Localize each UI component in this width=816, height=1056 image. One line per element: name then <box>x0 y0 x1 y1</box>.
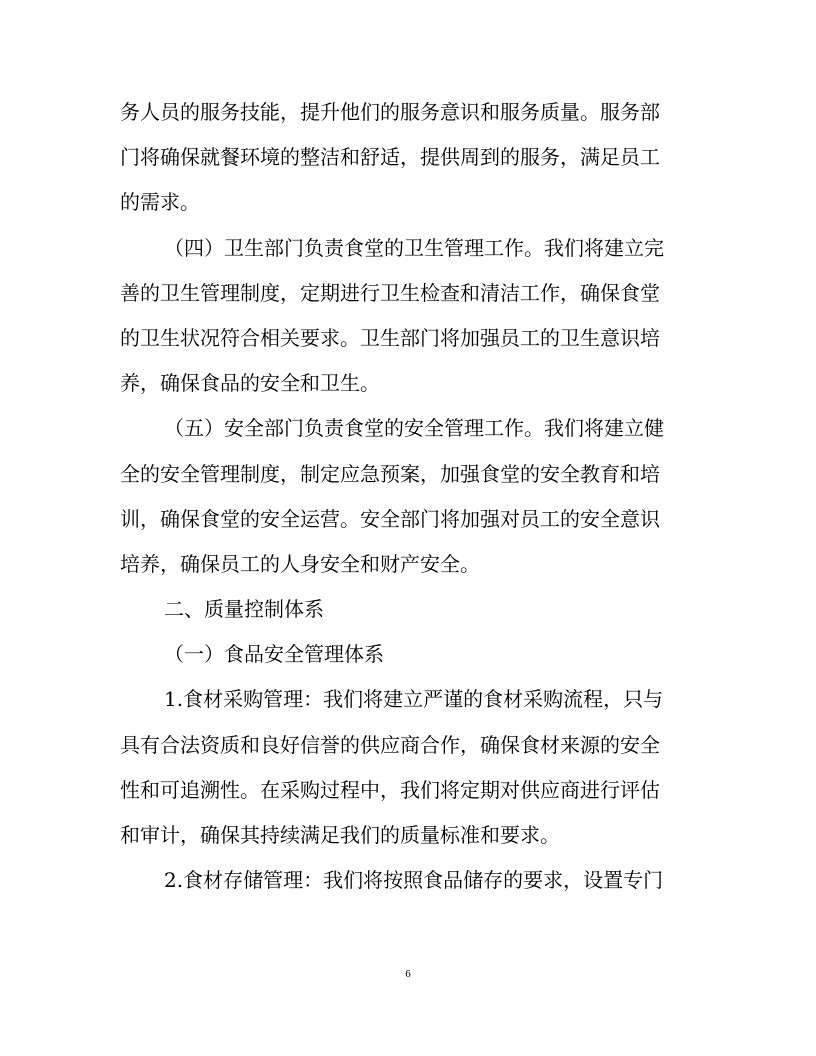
paragraph-line: 的卫生状况符合相关要求。卫生部门将加强员工的卫生意识培 <box>120 325 660 350</box>
body-text <box>120 90 696 903</box>
paragraph-line: 和审计，确保其持续满足我们的质量标准和要求。 <box>120 823 560 847</box>
section-heading: 二、质量控制体系 <box>164 597 324 622</box>
paragraph-line: 务人员的服务技能，提升他们的服务意识和服务质量。服务部 <box>120 100 660 124</box>
paragraph-line: （五）安全部门负责食堂的安全管理工作。我们将建立健 <box>164 416 664 441</box>
paragraph-line: 性和可追溯性。在采购过程中，我们将定期对供应商进行评估 <box>120 777 660 802</box>
paragraph-line: （四）卫生部门负责食堂的卫生管理工作。我们将建立完 <box>164 235 664 260</box>
paragraph-line: 门将确保就餐环境的整洁和舒适，提供周到的服务，满足员工 <box>120 145 660 170</box>
paragraph-line: 训，确保食堂的安全运营。安全部门将加强对员工的安全意识 <box>120 506 660 531</box>
paragraph-line: 养，确保食品的安全和卫生。 <box>120 371 380 396</box>
paragraph-line: 善的卫生管理制度，定期进行卫生检查和清洁工作，确保食堂 <box>120 280 660 305</box>
paragraph-line: 2.食材存储管理：我们将按照食品储存的要求，设置专门 <box>164 868 664 893</box>
paragraph-line: 培养，确保员工的人身安全和财产安全。 <box>120 551 480 576</box>
paragraph-line: 1.食材采购管理：我们将建立严谨的食材采购流程，只与 <box>164 687 664 712</box>
paragraph-line: 具有合法资质和良好信誉的供应商合作，确保食材来源的安全 <box>120 732 660 757</box>
subsection-heading: （一）食品安全管理体系 <box>164 642 384 667</box>
paragraph-line: 的需求。 <box>120 190 200 215</box>
page-number: 6 <box>405 968 411 980</box>
paragraph-line: 全的安全管理制度，制定应急预案，加强食堂的安全教育和培 <box>120 461 660 486</box>
